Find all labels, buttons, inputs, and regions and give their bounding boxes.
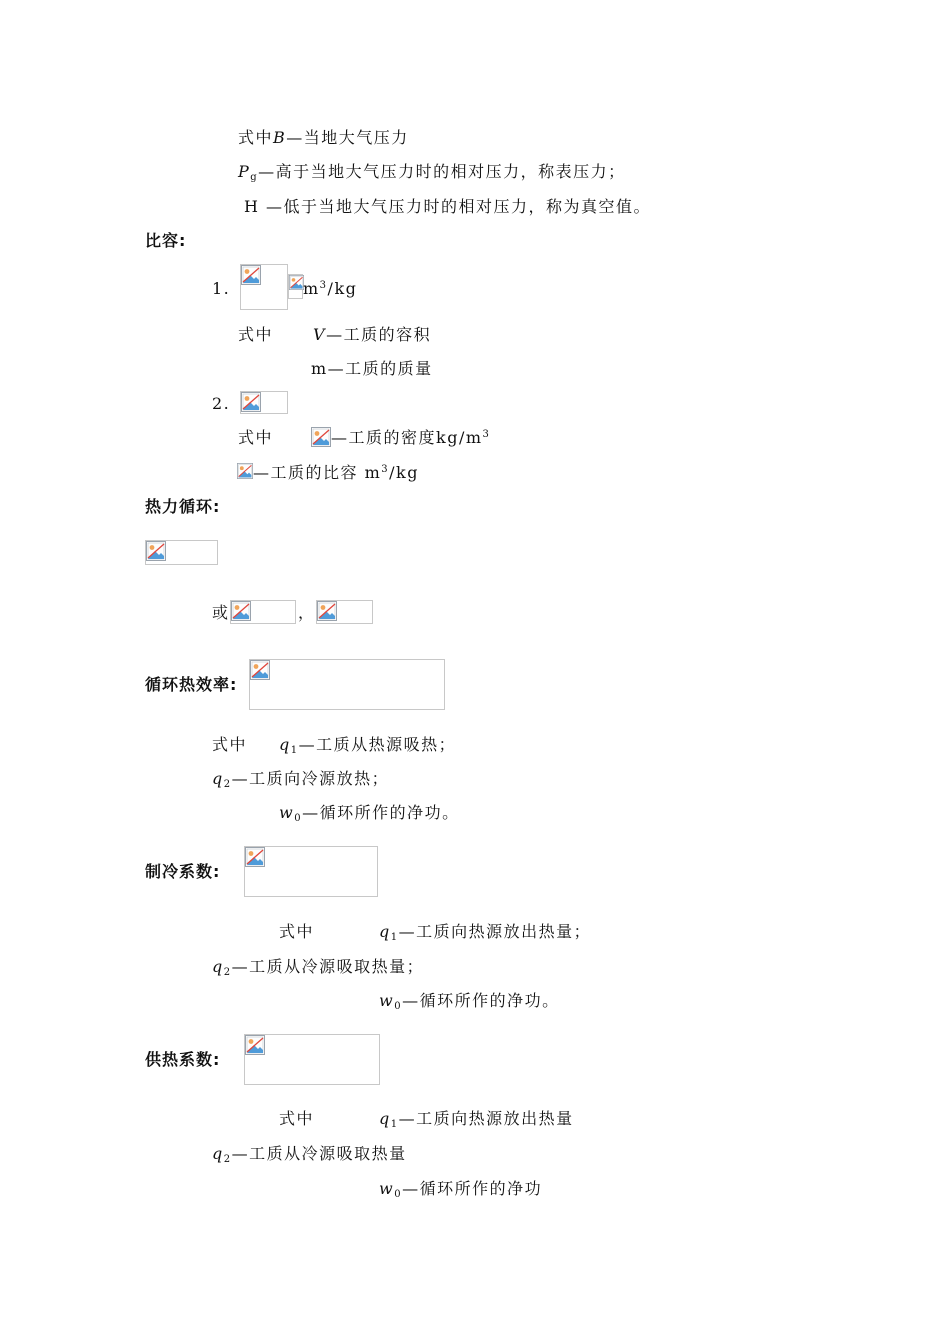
var-w0-sub: 0 <box>394 1189 403 1200</box>
q1-definition: —工质向热源放出热量； <box>398 922 592 941</box>
heating-q1-line <box>379 1109 574 1129</box>
item2-where: 式中 <box>238 428 274 447</box>
pg-definition: —高于当地大气压力时的相对压力，称表压力； <box>258 162 626 181</box>
v-definition: —工质的容积 <box>326 325 432 344</box>
cycle-formula-image-3 <box>316 600 373 624</box>
refrigeration-q2-line <box>212 957 424 977</box>
item1-m-line: m—工质的质量 <box>311 359 433 378</box>
broken-image-icon <box>311 427 331 447</box>
var-q2-sub: 2 <box>223 779 232 790</box>
rho-definition: —工质的密度kg/m <box>331 428 483 447</box>
unit-tail: /kg <box>327 279 358 298</box>
cycle-formula-image <box>145 540 218 565</box>
q2-definition: —工质向冷源放热； <box>231 769 390 788</box>
v-unit-sup: 3 <box>381 464 390 475</box>
var-w0-sub: 0 <box>394 1001 403 1012</box>
var-q1-sub: 1 <box>390 1119 399 1130</box>
item2-rho-line <box>331 428 490 448</box>
heating-q2-line <box>212 1144 407 1164</box>
b-definition: —当地大气压力 <box>286 128 409 147</box>
var-w0: w <box>379 1179 395 1198</box>
efficiency-q2-line <box>212 769 389 789</box>
var-q2-sub: 2 <box>223 967 232 978</box>
heating-heading: 供热系数: <box>145 1050 221 1069</box>
pressure-line-b <box>238 128 409 148</box>
formula-image-1b <box>288 274 303 299</box>
refrigeration-formula-image <box>244 846 378 897</box>
refrigeration-q1-line <box>379 922 591 942</box>
pressure-line-pg <box>238 162 626 182</box>
item2-v-line <box>253 463 419 483</box>
var-w0: w <box>279 803 295 822</box>
item1-unit <box>303 279 357 299</box>
broken-image-icon <box>241 265 261 285</box>
var-p: P <box>238 162 251 181</box>
v-unit-tail: /kg <box>389 463 419 482</box>
refrigeration-heading: 制冷系数: <box>145 862 221 881</box>
broken-image-icon <box>146 541 166 561</box>
formula-image-2 <box>240 391 288 414</box>
refrigeration-where: 式中 <box>279 922 315 941</box>
var-b: B <box>273 128 287 147</box>
h-definition: H —低于当地大气压力时的相对压力，称为真空值。 <box>244 197 652 216</box>
pressure-line-h <box>244 197 651 217</box>
rho-symbol-image <box>311 427 331 447</box>
unit-sup: 3 <box>319 280 328 291</box>
var-w0-sub: 0 <box>294 813 303 824</box>
var-q2: q <box>212 769 224 788</box>
var-w0: w <box>379 991 395 1010</box>
formula-image-1 <box>240 264 288 310</box>
or-text: 或 <box>212 603 230 622</box>
where-label: 式中 <box>238 128 274 147</box>
var-q1-sub: 1 <box>290 745 299 756</box>
w0-definition: —循环所作的净功。 <box>402 991 560 1010</box>
heating-formula-image <box>244 1034 380 1085</box>
broken-image-icon <box>289 275 304 290</box>
specific-volume-heading: 比容: <box>145 231 187 250</box>
unit-m: m <box>303 279 320 298</box>
w0-definition: —循环所作的净功。 <box>302 803 460 822</box>
var-q2: q <box>212 1144 224 1163</box>
item1-where: 式中 <box>238 325 274 344</box>
q2-definition: —工质从冷源吸取热量 <box>231 1144 407 1163</box>
item2-number: 2. <box>212 394 231 413</box>
rho-unit-sup: 3 <box>482 429 491 440</box>
var-q1: q <box>379 922 391 941</box>
refrigeration-w0-line <box>379 991 560 1011</box>
thermo-cycle-heading: 热力循环: <box>145 497 221 516</box>
v-spec-definition: —工质的比容 m <box>253 463 382 482</box>
efficiency-q1-line <box>279 735 456 755</box>
broken-image-icon <box>237 463 253 479</box>
w0-definition: —循环所作的净功 <box>402 1179 543 1198</box>
var-q1: q <box>279 735 291 754</box>
broken-image-icon <box>317 601 337 621</box>
broken-image-icon <box>245 847 265 867</box>
var-q2: q <box>212 957 224 976</box>
efficiency-w0-line <box>279 803 460 823</box>
efficiency-heading: 循环热效率: <box>145 675 238 694</box>
cycle-formula-image-2 <box>230 600 296 624</box>
heating-w0-line <box>379 1179 542 1199</box>
var-p-sub: g <box>250 172 259 183</box>
item1-v-line <box>313 325 431 345</box>
var-q1: q <box>379 1109 391 1128</box>
broken-image-icon <box>245 1035 265 1055</box>
broken-image-icon <box>250 660 270 680</box>
var-q2-sub: 2 <box>223 1154 232 1165</box>
efficiency-where: 式中 <box>212 735 248 754</box>
heating-where: 式中 <box>279 1109 315 1128</box>
v-symbol-image <box>237 463 253 479</box>
broken-image-icon <box>231 601 251 621</box>
q2-definition: —工质从冷源吸取热量； <box>231 957 425 976</box>
var-v: V <box>313 325 327 344</box>
var-q1-sub: 1 <box>390 932 399 943</box>
q1-definition: —工质向热源放出热量 <box>398 1109 574 1128</box>
comma-text: ， <box>298 603 316 622</box>
efficiency-formula-image <box>249 659 445 710</box>
q1-definition: —工质从热源吸热； <box>298 735 457 754</box>
broken-image-icon <box>241 392 261 412</box>
item1-number: 1. <box>212 279 231 298</box>
